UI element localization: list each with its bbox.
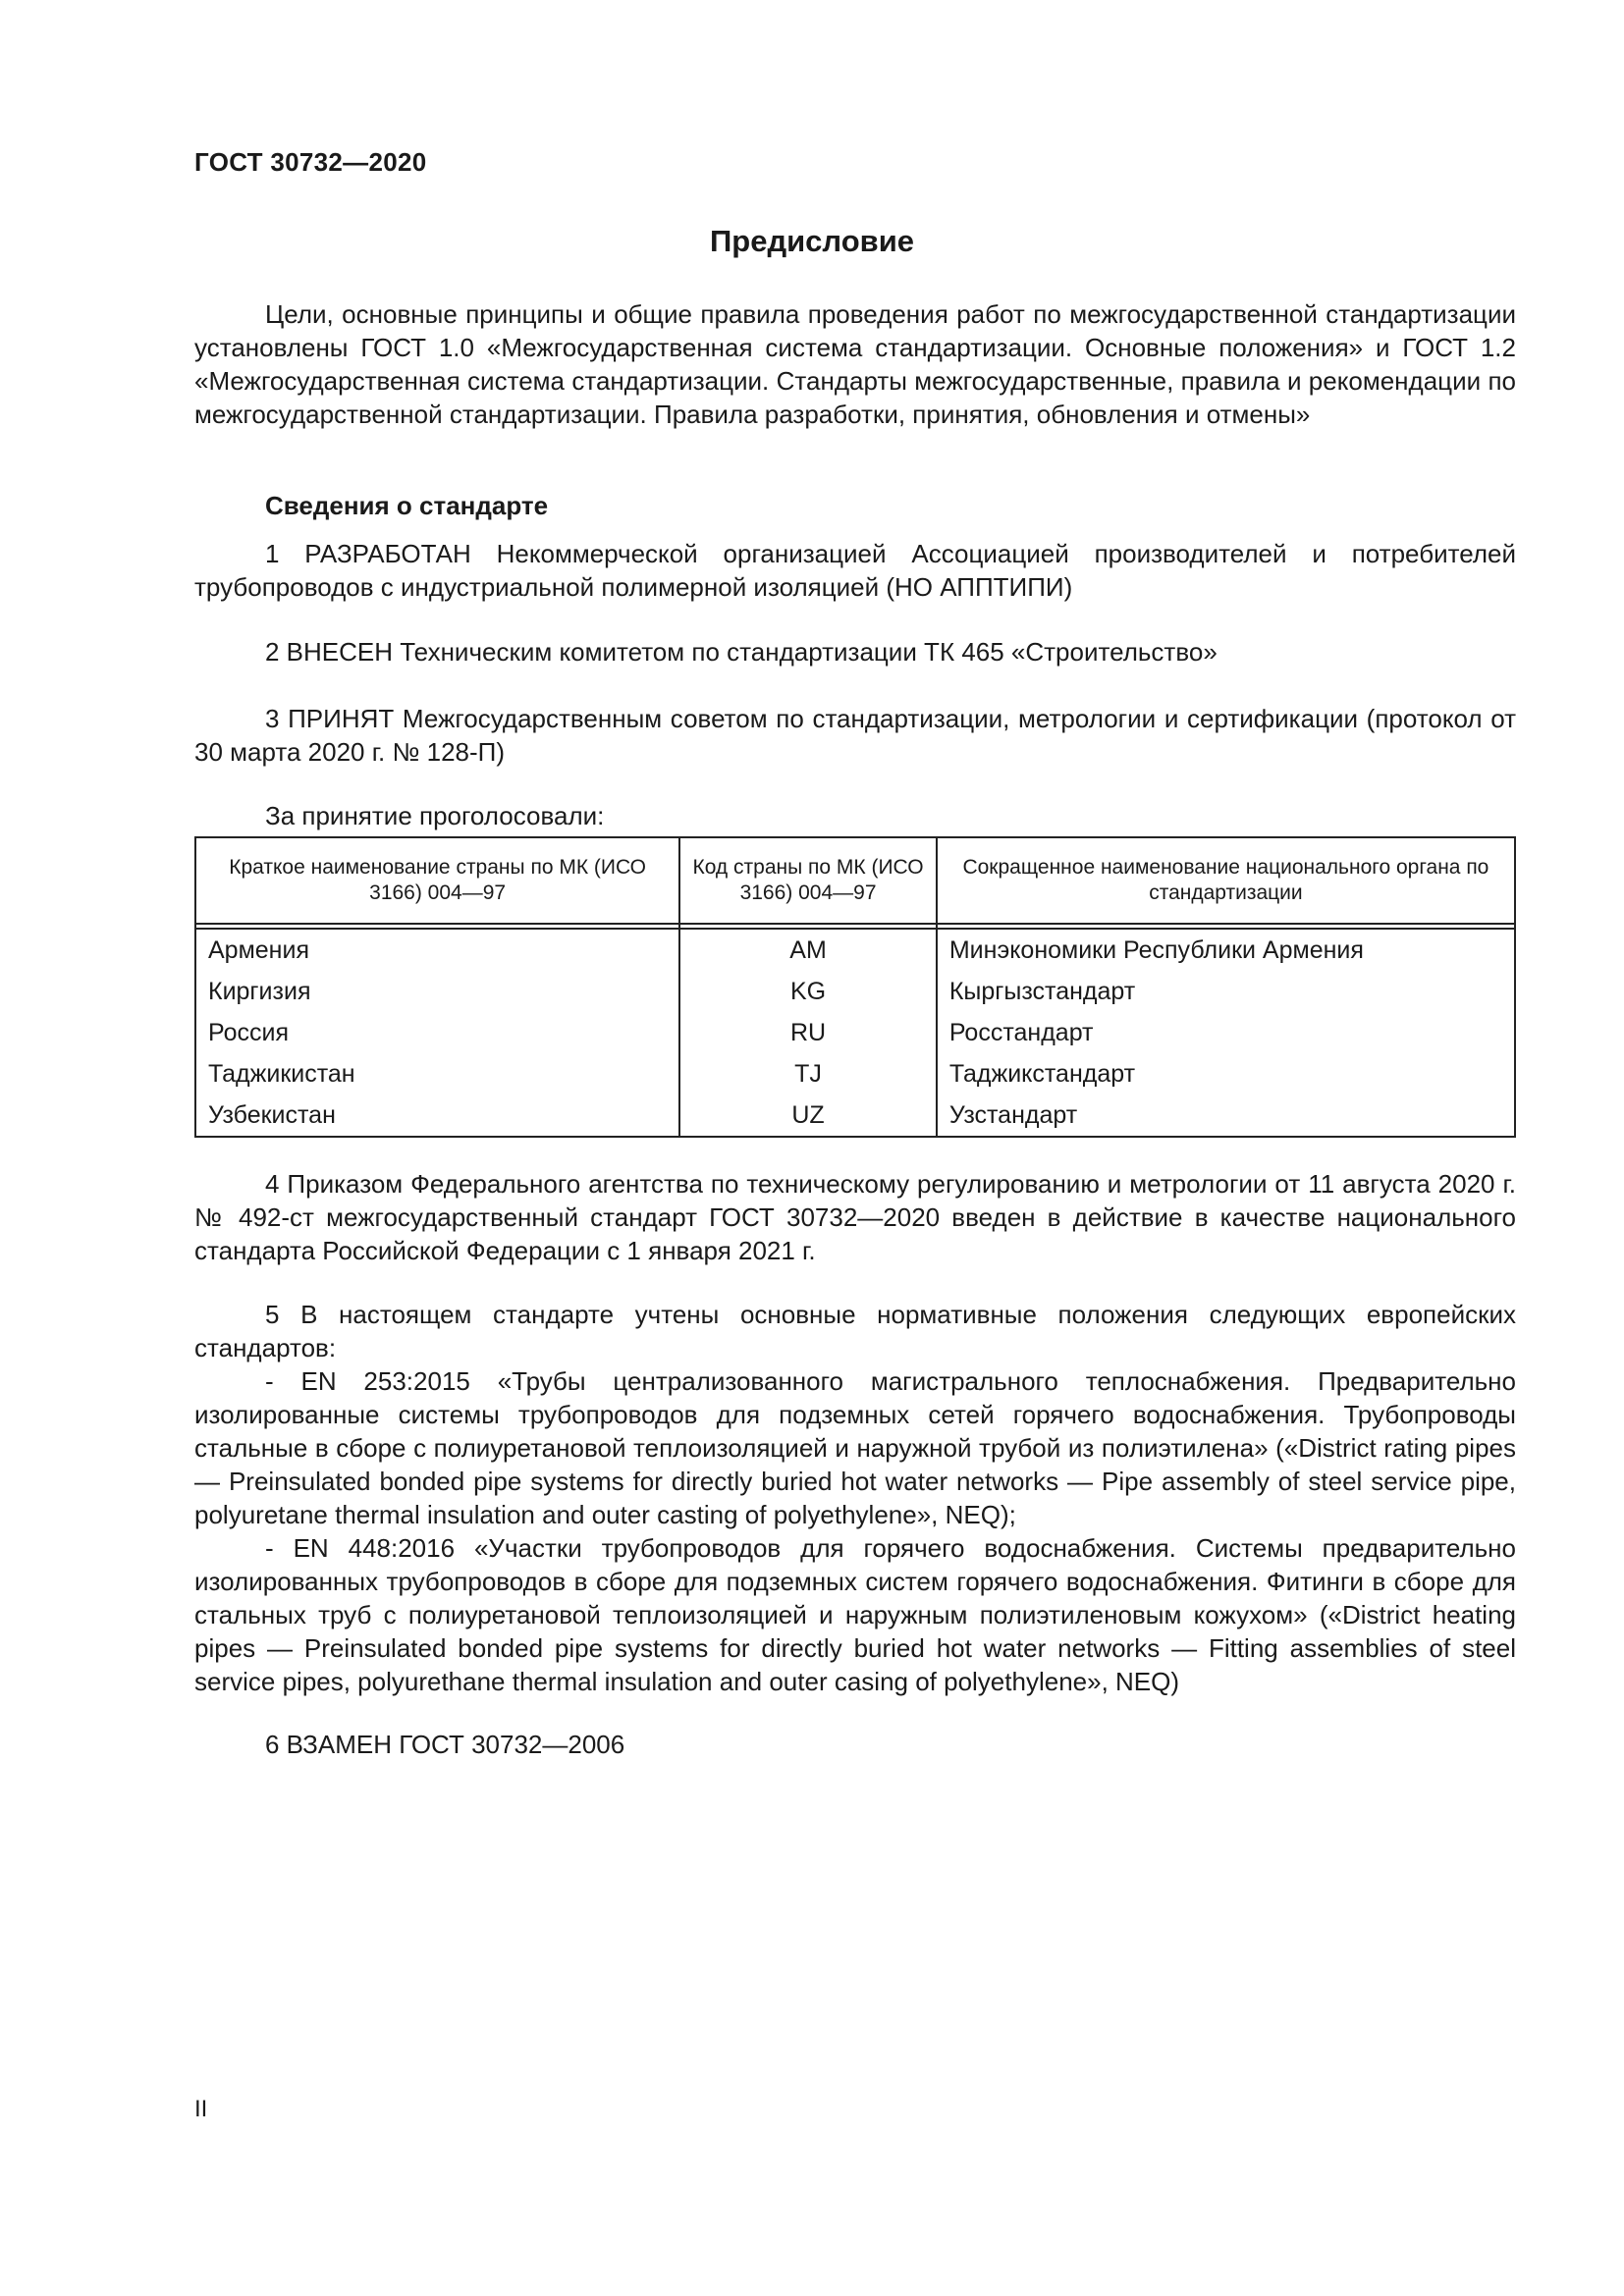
country-name-cell: Армения <box>195 929 679 971</box>
country-name-cell: Узбекистан <box>195 1095 679 1137</box>
country-code-cell: RU <box>679 1012 937 1053</box>
voting-table <box>194 836 1516 1138</box>
document-header: ГОСТ 30732—2020 <box>194 147 427 177</box>
item-5-standard-en448: - EN 448:2016 «Участки трубопроводов для горячего водоснабжения. Системы предварительно изолированных трубопроводов в сборе для подземных систем горячего водоснабжения. Фитинги в сборе для стальных труб с полиуретановой теплоизоляцией и наружным полиэтиленовым кожухом» («District heating pipes — Preinsulated bonded pipe systems for directly buried hot water networks — Fitting assemblies of steel service pipes, polyurethane thermal insulation and outer casing of polyethylene», NEQ) <box>194 1533 1516 1696</box>
header-national-body: Сокращенное наименование национального органа по стандартизации <box>937 837 1515 924</box>
country-code-cell: KG <box>679 971 937 1012</box>
item-2-paragraph: 2 ВНЕСЕН Техническим комитетом по стандартизации ТК 465 «Строительство» <box>265 637 1218 667</box>
national-body-cell: Минэкономики Республики Армения <box>937 929 1515 971</box>
vote-intro: За принятие проголосовали: <box>265 801 605 830</box>
table-row <box>195 971 1515 1012</box>
item-6-paragraph: 6 ВЗАМЕН ГОСТ 30732—2006 <box>265 1730 625 1759</box>
item-3-paragraph: 3 ПРИНЯТ Межгосударственным советом по стандартизации, метрологии и сертификации (протокол от 30 марта 2020 г. № 128-П) <box>194 704 1516 767</box>
item-5-paragraph: 5 В настоящем стандарте учтены основные нормативные положения следующих европейских стандартов: <box>194 1300 1516 1362</box>
page-number: II <box>194 2096 208 2122</box>
table-header-row <box>195 837 1515 924</box>
national-body-cell: Узстандарт <box>937 1095 1515 1137</box>
country-name-cell: Россия <box>195 1012 679 1053</box>
table-row <box>195 929 1515 971</box>
header-country-name: Краткое наименование страны по МК (ИСО 3166) 004—97 <box>195 837 679 924</box>
item-4-paragraph: 4 Приказом Федерального агентства по техническому регулированию и метрологии от 11 августа 2020 г. № 492-ст межгосударственный стандарт ГОСТ 30732—2020 введен в действие в качестве национального стандарта Российской Федерации с 1 января 2021 г. <box>194 1169 1516 1265</box>
country-code-cell: UZ <box>679 1095 937 1137</box>
page-title: Предисловие <box>709 224 914 258</box>
country-code-cell: TJ <box>679 1053 937 1095</box>
table-row <box>195 1012 1515 1053</box>
table-row <box>195 1053 1515 1095</box>
section-title: Сведения о стандарте <box>265 491 549 520</box>
country-name-cell: Таджикистан <box>195 1053 679 1095</box>
intro-paragraph: Цели, основные принципы и общие правила проведения работ по межгосударственной стандартизации установлены ГОСТ 1.0 «Межгосударственная система стандартизации. Основные положения» и ГОСТ 1.2 «Межгосударственная система стандартизации. Стандарты межгосударственные, правила и рекомендации по межгосударственной стандартизации. Правила разработки, принятия, обновления и отмены» <box>194 299 1516 429</box>
item-1-paragraph: 1 РАЗРАБОТАН Некоммерческой организацией Ассоциацией производителей и потребителей трубопроводов с индустриальной полимерной изоляцией (НО АППТИПИ) <box>194 539 1516 602</box>
national-body-cell: Кыргызстандарт <box>937 971 1515 1012</box>
item-5-standard-en253: - EN 253:2015 «Трубы централизованного магистрального теплоснабжения. Предварительно изолированные системы трубопроводов для подземных сетей горячего водоснабжения. Трубопроводы стальные в сборе с полиуретановой теплоизоляцией и наружной трубой из полиэтилена» («District rating pipes — Preinsulated bonded pipe systems for directly buried hot water networks — Pipe assembly of steel service pipe, polyuretane thermal insulation and outer casting of polyethylene», NEQ); <box>194 1366 1516 1529</box>
country-name-cell: Киргизия <box>195 971 679 1012</box>
country-code-cell: AM <box>679 929 937 971</box>
national-body-cell: Росстандарт <box>937 1012 1515 1053</box>
header-country-code: Код страны по МК (ИСО 3166) 004—97 <box>679 837 937 924</box>
table-row <box>195 1095 1515 1137</box>
national-body-cell: Таджикстандарт <box>937 1053 1515 1095</box>
